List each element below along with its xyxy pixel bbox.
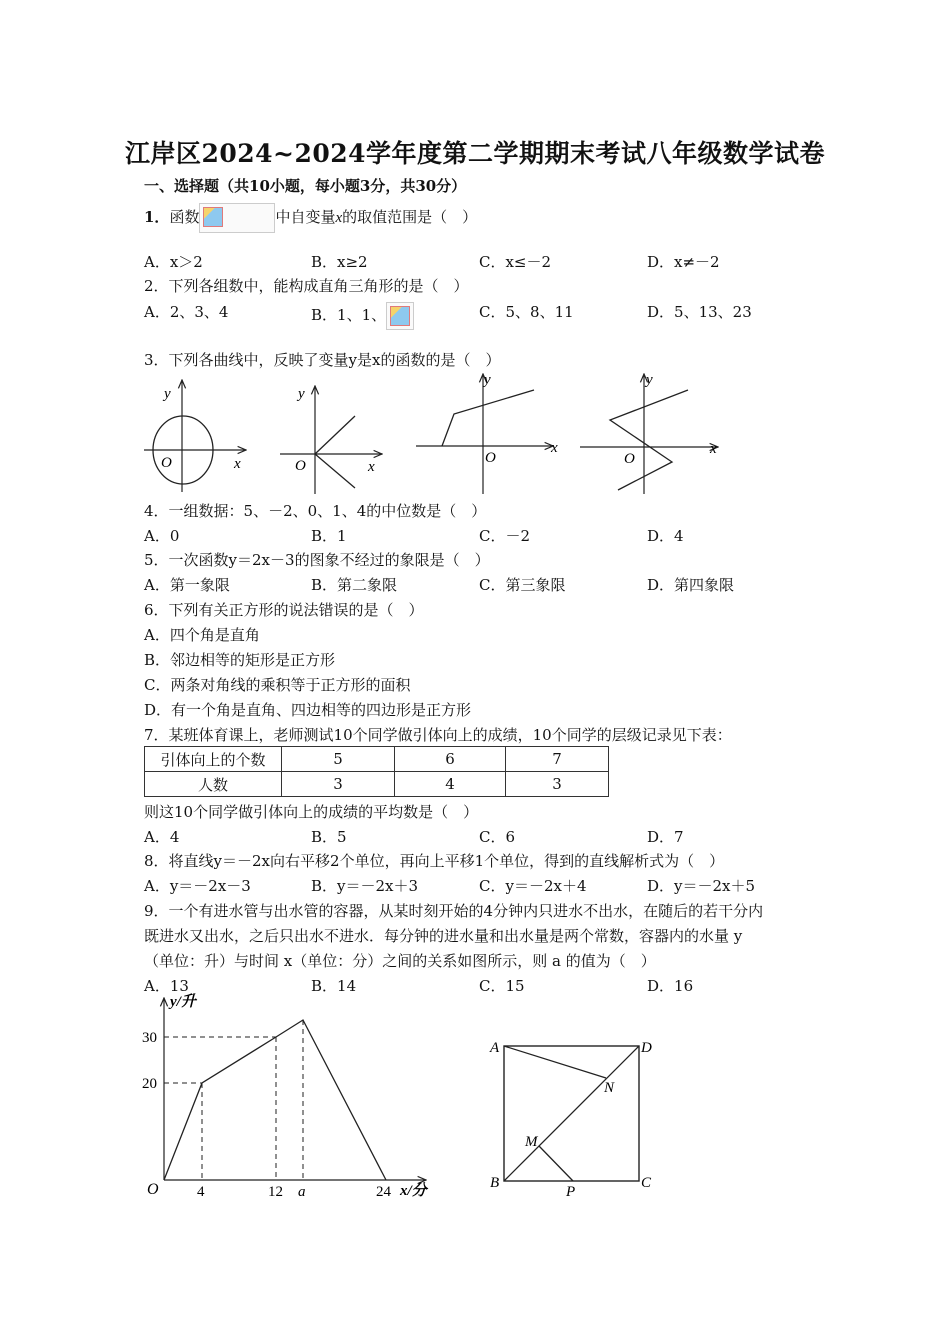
q8-option-d: D．y＝－2x＋5	[647, 877, 756, 895]
label-p: P	[566, 1184, 576, 1200]
q2-option-c: C．5、8、11	[479, 303, 574, 321]
q5-option-a: A．第一象限	[144, 576, 230, 594]
axis-label-x: x	[551, 440, 558, 456]
label-b: B	[490, 1175, 500, 1191]
x-tick-12: 12	[268, 1184, 283, 1200]
q7-option-b: B．5	[311, 828, 347, 846]
table-cell: 3	[506, 772, 609, 797]
label-m: M	[525, 1134, 538, 1150]
axis-label-y: y	[164, 386, 171, 402]
q8-option-c: C．y＝－2x＋4	[479, 877, 587, 895]
x-tick-4: 4	[197, 1184, 205, 1200]
label-c: C	[641, 1175, 652, 1191]
table-row	[145, 772, 609, 797]
origin-label: O	[295, 458, 306, 474]
q7-after: 则这10个同学做引体向上的成绩的平均数是（ ）	[144, 803, 479, 821]
origin-label: O	[624, 451, 635, 467]
question-9-line-1: 9．一个有进水管与出水管的容器，从某时刻开始的4分钟内只进水不出水，在随后的若干分内	[144, 902, 764, 920]
x-tick-a: a	[298, 1184, 306, 1200]
table-row	[145, 747, 609, 772]
q1-tail: 的取值范围是（ ）	[342, 208, 478, 226]
y-axis-label: y/升	[170, 994, 196, 1010]
q2-option-d: D．5、13、23	[647, 303, 752, 321]
question-9-line-2: 既进水又出水，之后只出水不进水．每分钟的进水量和出水量是两个常数，容器内的水量 y	[144, 927, 743, 945]
x-tick-24: 24	[376, 1184, 391, 1200]
q3-graph-v	[280, 386, 382, 494]
q9-option-c: C．15	[479, 977, 525, 995]
q1-option-c: C．x≤－2	[479, 253, 552, 271]
table-cell: 6	[395, 747, 506, 772]
q3-graphs	[140, 372, 740, 497]
q4-option-c: C．－2	[479, 527, 531, 545]
question-2: 2．下列各组数中，能构成直角三角形的是（ ）	[144, 277, 469, 295]
q7-option-a: A．4	[144, 828, 180, 846]
q8-option-a: A．y＝－2x－3	[144, 877, 251, 895]
question-7: 7．某班体育课上，老师测试10个同学做引体向上的成绩，10个同学的层级记录见下表：	[144, 726, 732, 744]
q4-option-d: D．4	[647, 527, 684, 545]
q1-number: 1．	[144, 208, 170, 226]
q5-option-b: B．第二象限	[311, 576, 398, 594]
origin-label: O	[147, 1181, 159, 1198]
q6-option-a: A．四个角是直角	[144, 626, 260, 644]
page-title: 江岸区2024~2024学年度第二学期期末考试八年级数学试卷	[124, 139, 826, 168]
q7-option-d: D．7	[647, 828, 684, 846]
q2-option-b-text: B．1、1、	[311, 306, 387, 324]
q6-option-c: C．两条对角线的乘积等于正方形的面积	[144, 676, 411, 694]
axis-label-x: x	[710, 441, 717, 457]
question-6: 6．下列有关正方形的说法错误的是（ ）	[144, 601, 424, 619]
question-1	[144, 203, 477, 233]
q7-table	[144, 746, 609, 797]
question-3: 3．下列各曲线中，反映了变量y是x的函数的是（ ）	[144, 351, 501, 369]
axis-label-x: x	[368, 459, 375, 475]
table-cell: 5	[282, 747, 395, 772]
question-8: 8．将直线y＝－2x向右平移2个单位，再向上平移1个单位，得到的直线解析式为（ ）	[144, 852, 725, 870]
origin-label: O	[485, 450, 496, 466]
q1-option-a: A．x＞2	[144, 253, 203, 271]
sqrt-image-icon	[386, 302, 414, 330]
q2-option-b	[311, 302, 414, 330]
y-tick-20: 20	[142, 1076, 157, 1092]
section-heading: 一、选择题（共10小题，每小题3分，共30分）	[144, 177, 467, 195]
formula-image-icon	[199, 203, 275, 233]
table-cell: 3	[282, 772, 395, 797]
label-n: N	[604, 1080, 615, 1096]
q1-post: 中自变量	[275, 208, 336, 226]
q4-option-b: B．1	[311, 527, 347, 545]
q1-pre: 函数	[169, 208, 200, 226]
q5-option-d: D．第四象限	[647, 576, 735, 594]
axis-label-x: x	[234, 456, 241, 472]
axis-label-y: y	[484, 372, 491, 388]
q4-option-a: A．0	[144, 527, 180, 545]
table-cell: 7	[506, 747, 609, 772]
q9-graph	[138, 992, 438, 1204]
square-figure	[486, 1030, 662, 1202]
q8-option-b: B．y＝－2x＋3	[311, 877, 419, 895]
question-4: 4．一组数据：5、－2、0、1、4的中位数是（ ）	[144, 502, 487, 520]
q7-option-c: C．6	[479, 828, 516, 846]
axis-label-y: y	[646, 372, 653, 388]
table-cell: 引体向上的个数	[145, 747, 282, 772]
q9-option-b: B．14	[311, 977, 357, 995]
q6-option-d: D．有一个角是直角、四边相等的四边形是正方形	[144, 701, 472, 719]
y-tick-30: 30	[142, 1030, 157, 1046]
q1-option-d: D．x≠－2	[647, 253, 720, 271]
q1-option-b: B．x≥2	[311, 253, 368, 271]
axis-label-y: y	[298, 386, 305, 402]
q9-option-a: A．13	[144, 977, 189, 995]
question-9-line-3: （单位：升）与时间 x（单位：分）之间的关系如图所示，则 a 的值为（ ）	[144, 952, 656, 970]
origin-label: O	[161, 455, 172, 471]
q5-option-c: C．第三象限	[479, 576, 566, 594]
question-5: 5．一次函数y＝2x－3的图象不经过的象限是（ ）	[144, 551, 490, 569]
q2-option-a: A．2、3、4	[144, 303, 229, 321]
x-axis-label: x/分	[400, 1183, 427, 1199]
q1-var: x	[335, 210, 343, 226]
table-cell: 4	[395, 772, 506, 797]
q3-graph-broken-line	[416, 372, 558, 494]
q6-option-b: B．邻边相等的矩形是正方形	[144, 651, 336, 669]
q3-graph-zigzag	[580, 372, 718, 494]
label-d: D	[641, 1040, 652, 1056]
q3-graph-circle	[144, 380, 246, 492]
q9-option-d: D．16	[647, 977, 694, 995]
label-a: A	[490, 1040, 500, 1056]
table-cell: 人数	[145, 772, 282, 797]
